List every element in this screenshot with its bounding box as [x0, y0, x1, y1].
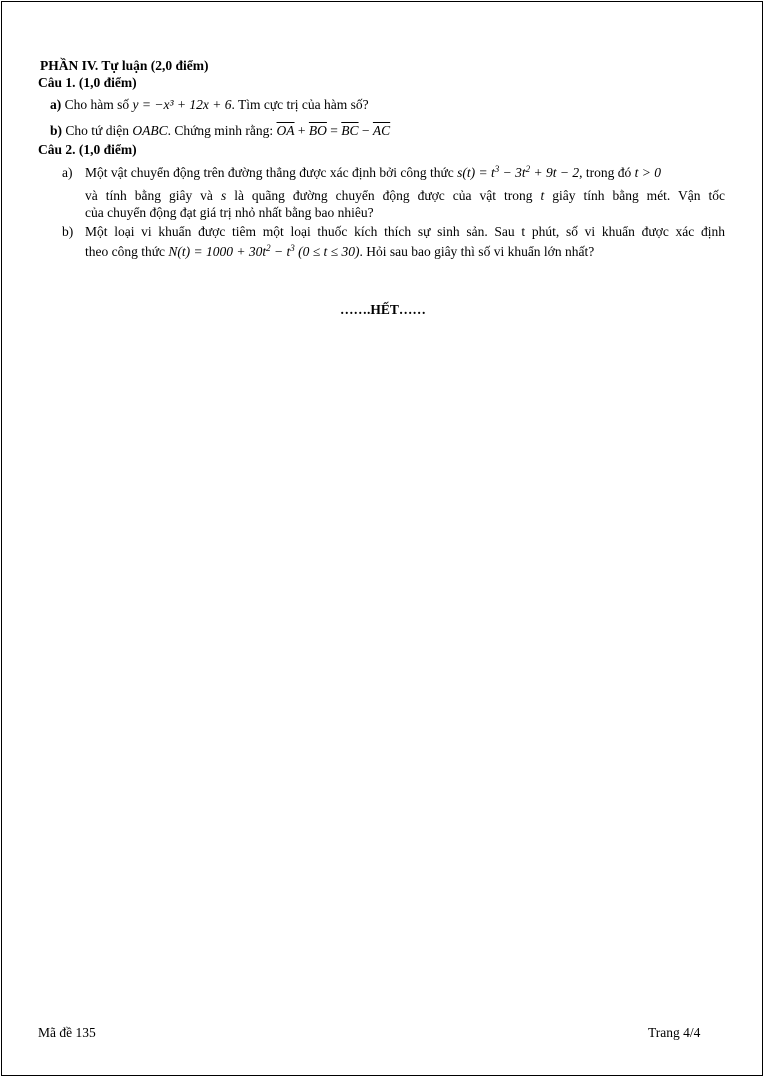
- question-2a-label: a): [62, 165, 73, 180]
- question-1b-shape: OABC: [132, 123, 168, 138]
- question-1a-formula: y = −x³ + 12x + 6: [132, 97, 232, 112]
- part-title: PHẦN IV. Tự luận (2,0 điểm): [40, 58, 209, 73]
- question-2b-label: b): [62, 224, 74, 239]
- question-1b: [50, 123, 390, 139]
- question-2a-line1-before: Một vật chuyển động trên đường thẳng được xác định bởi công thức: [85, 165, 454, 180]
- question-2a-line2: [85, 188, 725, 204]
- question-2a-line2-before: và tính bằng giây và: [85, 188, 213, 203]
- question-2a-var-s: s: [220, 188, 227, 203]
- question-1b-text-mid: . Chứng minh rằng:: [167, 123, 274, 138]
- question-1a-text-before: Cho hàm số: [64, 97, 130, 112]
- question-2b-line2: [85, 244, 594, 260]
- end-mark: …….HẾT……: [340, 302, 426, 317]
- question-2a-line3: của chuyển động đạt giá trị nhỏ nhất bằng bao nhiêu?: [85, 205, 374, 220]
- page-border: [1, 1, 763, 1076]
- plus-sign: +: [297, 123, 306, 138]
- question-2a-condition: t > 0: [634, 165, 662, 180]
- question-2b-line2-before: theo công thức: [85, 244, 166, 259]
- page-number: Trang 4/4: [648, 1025, 701, 1040]
- question-1a-label: a): [50, 97, 62, 112]
- question-1-title: Câu 1. (1,0 điểm): [38, 75, 137, 90]
- question-2b-formula: $N(t) = 1000 + 30t^2 - t^3$ (0 ≤ t ≤ 30): [168, 243, 360, 259]
- question-2a-line1: [85, 165, 661, 181]
- question-2b-line1: Một loại vi khuẩn được tiêm một loại thuốc kích thích sự sinh sản. Sau t phút, số vi khuẩn được xác định: [85, 224, 725, 239]
- question-2a-line2-after: giây tính bằng mét. Vận tốc: [552, 188, 726, 203]
- vector-oa: $\overline{OA}$: [276, 123, 295, 138]
- question-2a-var-t: t: [540, 188, 545, 203]
- vector-bo: $\overline{BO}$: [308, 123, 327, 138]
- question-2a-line2-mid: là quãng đường chuyển động được của vật trong: [234, 188, 533, 203]
- vector-bc: $\overline{BC}$: [341, 123, 359, 138]
- equals-sign: =: [330, 123, 338, 138]
- question-2a-formula: $s(t) = t^3 - 3t^2 + 9t - 2$: [457, 164, 580, 180]
- question-2-title: Câu 2. (1,0 điểm): [38, 142, 137, 157]
- exam-code: Mã đề 135: [38, 1025, 96, 1040]
- question-1a-text-after: . Tìm cực trị của hàm số?: [231, 97, 369, 112]
- question-1b-text-before: Cho tứ diện: [65, 123, 129, 138]
- question-1b-label: b): [50, 123, 63, 138]
- question-1a: [50, 97, 369, 113]
- minus-sign: −: [361, 123, 370, 138]
- vector-ac: $\overline{AC}$: [372, 123, 391, 138]
- question-2a-line1-after: , trong đó: [579, 165, 632, 180]
- question-2b-line2-after: . Hỏi sau bao giây thì số vi khuẩn lớn nhất?: [359, 244, 595, 259]
